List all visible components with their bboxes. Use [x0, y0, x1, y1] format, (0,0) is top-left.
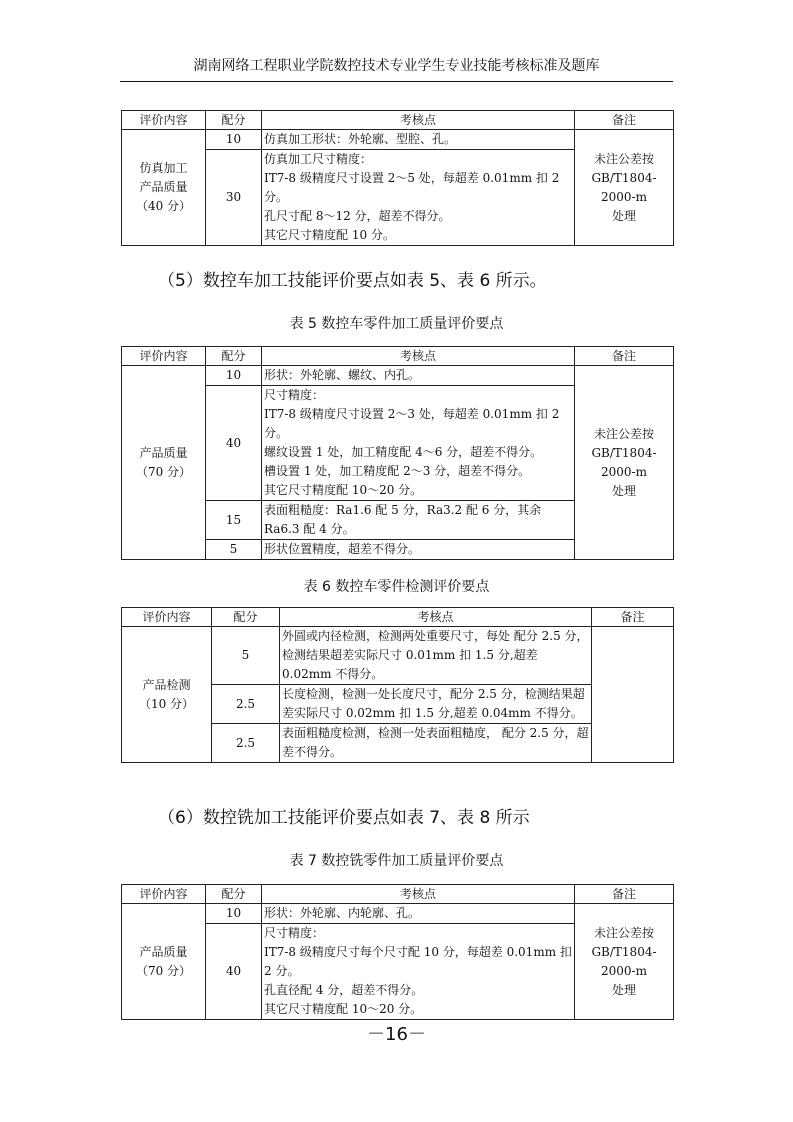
column-header-points: 考核点	[262, 347, 575, 366]
table-header-row	[122, 885, 674, 904]
points-cell: 形状：外轮廓、螺纹、内孔。	[262, 366, 575, 386]
table-7	[121, 884, 674, 1020]
column-header-score: 配分	[206, 111, 262, 130]
note-cell: 未注公差按 GB/T1804-2000-m 处理	[575, 904, 674, 1020]
note-cell	[592, 627, 674, 763]
column-header-score: 配分	[206, 885, 262, 904]
column-header-note: 备注	[592, 608, 674, 627]
section-heading-5: （5）数控车加工技能评价要点如表 5、表 6 所示。	[158, 271, 547, 291]
table-row	[122, 627, 674, 685]
section-heading-6: （6）数控铣加工技能评价要点如表 7、表 8 所示	[158, 808, 530, 828]
points-cell: 尺寸精度： IT7-8 级精度尺寸每个尺寸配 10 分，每超差 0.01mm 扣 2 分。 孔直径配 4 分，超差不得分。 其它尺寸精度配 10～20 分。	[262, 924, 575, 1020]
table-1	[121, 110, 674, 246]
note-cell: 未注公差按 GB/T1804-2000-m 处理	[575, 366, 674, 560]
column-header-note: 备注	[575, 347, 674, 366]
column-header-note: 备注	[575, 885, 674, 904]
column-header-category: 评价内容	[122, 347, 206, 366]
note-cell: 未注公差按 GB/T1804-2000-m 处理	[575, 130, 674, 246]
page-header-title: 湖南网络工程职业学院数控技术专业学生专业技能考核标准及题库	[193, 58, 600, 74]
score-cell: 5	[206, 540, 262, 560]
column-header-note: 备注	[575, 111, 674, 130]
points-cell: 长度检测，检测一处长度尺寸，配分 2.5 分，检测结果超差实际尺寸 0.02mm 扣 1.5 分,超差 0.04mm 不得分。	[280, 685, 592, 724]
column-header-points: 考核点	[280, 608, 592, 627]
table-7-caption: 表 7 数控铣零件加工质量评价要点	[289, 853, 504, 869]
category-cell: 产品质量 （70 分）	[122, 366, 206, 560]
column-header-category: 评价内容	[122, 608, 212, 627]
score-cell: 15	[206, 501, 262, 540]
score-cell: 40	[206, 924, 262, 1020]
points-cell: 仿真加工形状：外轮廓、型腔、孔。	[262, 130, 575, 150]
points-cell: 表面粗糙度检测，检测一处表面粗糙度， 配分 2.5 分，超差不得分。	[280, 724, 592, 763]
table-header-row	[122, 347, 674, 366]
table-row	[122, 904, 674, 924]
category-cell: 产品检测 （10 分）	[122, 627, 212, 763]
column-header-category: 评价内容	[122, 885, 206, 904]
points-cell: 外圆或内径检测，检测两处重要尺寸，每处 配分 2.5 分，检测结果超差实际尺寸 0.01mm 扣 1.5 分,超差 0.02mm 不得分。	[280, 627, 592, 685]
table-5	[121, 346, 674, 560]
score-cell: 2.5	[212, 685, 280, 724]
table-6	[121, 607, 674, 763]
table-row	[122, 130, 674, 150]
score-cell: 40	[206, 386, 262, 501]
table-header-row	[122, 111, 674, 130]
header-rule	[120, 81, 673, 82]
column-header-points: 考核点	[262, 111, 575, 130]
score-cell: 10	[206, 366, 262, 386]
score-cell: 30	[206, 150, 262, 246]
category-cell: 产品质量 （70 分）	[122, 904, 206, 1020]
table-header-row	[122, 608, 674, 627]
score-cell: 10	[206, 904, 262, 924]
points-cell: 仿真加工尺寸精度： IT7-8 级精度尺寸设置 2～5 处，每超差 0.01mm 扣 2 分。 孔尺寸配 8～12 分，超差不得分。 其它尺寸精度配 10 分。	[262, 150, 575, 246]
category-cell: 仿真加工 产品质量 （40 分）	[122, 130, 206, 246]
column-header-category: 评价内容	[122, 111, 206, 130]
points-cell: 表面粗糙度：Ra1.6 配 5 分，Ra3.2 配 6 分，其余 Ra6.3 配 4 分。	[262, 501, 575, 540]
points-cell: 形状位置精度，超差不得分。	[262, 540, 575, 560]
column-header-points: 考核点	[262, 885, 575, 904]
points-cell: 形状：外轮廓、内轮廓、孔。	[262, 904, 575, 924]
table-5-caption: 表 5 数控车零件加工质量评价要点	[289, 316, 504, 332]
table-row	[122, 366, 674, 386]
table-6-caption: 表 6 数控车零件检测评价要点	[303, 579, 490, 595]
points-cell: 尺寸精度： IT7-8 级精度尺寸设置 2～3 处，每超差 0.01mm 扣 2 分。 螺纹设置 1 处，加工精度配 4～6 分，超差不得分。 槽设置 1 处，加工精度配 2～3 分，超差不得分。 其它尺寸精度配 10～20 分。	[262, 386, 575, 501]
score-cell: 2.5	[212, 724, 280, 763]
score-cell: 5	[212, 627, 280, 685]
score-cell: 10	[206, 130, 262, 150]
column-header-score: 配分	[212, 608, 280, 627]
column-header-score: 配分	[206, 347, 262, 366]
page-number: －16－	[367, 1024, 426, 1045]
